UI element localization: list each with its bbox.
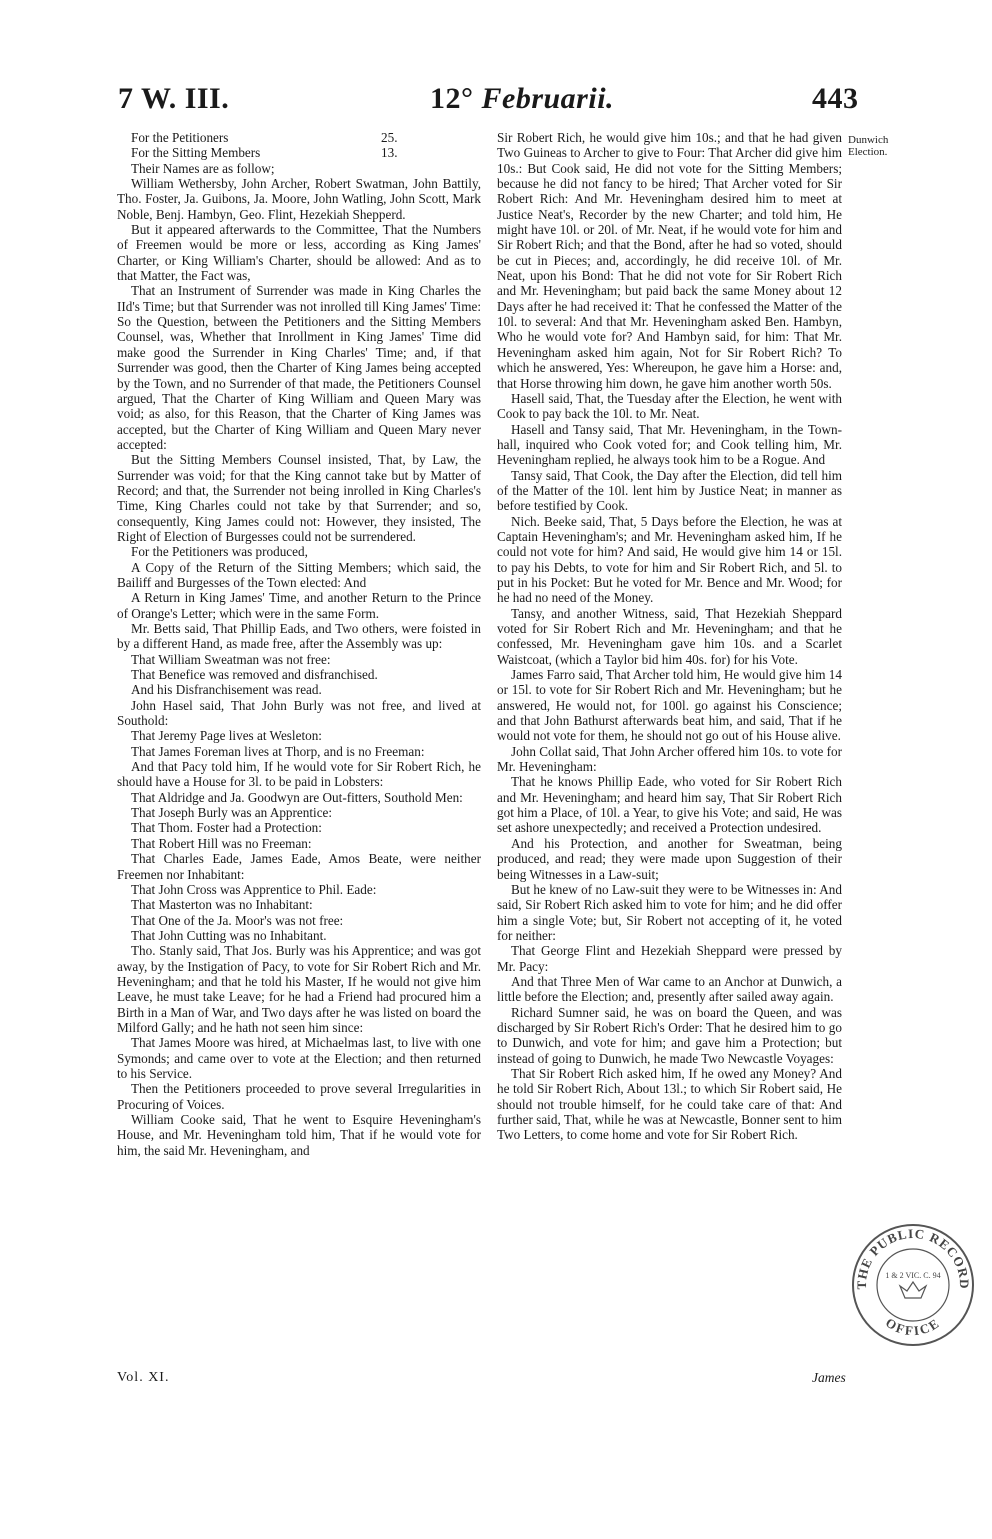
vote-count: 13. [381,145,398,161]
date-month: Februarii. [481,82,615,115]
date-day: 12° [430,82,482,115]
paragraph: For the Petitioners was produced, [131,544,308,560]
vote-count: 25. [381,130,398,145]
svg-text:THE PUBLIC RECORD [854,1226,972,1290]
stamp-seal-icon [848,1220,978,1350]
right-paragraphs [497,130,842,1143]
crown-icon [900,1282,926,1298]
paragraph: Their Names are as follow; [131,160,275,176]
paragraph: John Hasel said, That John Burly was not free, and lived at Southold: [117,697,481,729]
paragraph: A Return in King James' Time, and another Return to the Prince of Orange's Letter; which were in the same Form. [117,590,481,621]
left-column [117,130,481,1158]
vote-tally [131,130,481,161]
paragraph: But he knew of no Law-suit they were to be Witnesses in: And said, Sir Robert Rich asked him to vote for him; and he did offer him a single Vote; but, Sir Robert not accepting of it, he voted for neither: [497,881,842,943]
paragraph: That Robert Hill was no Freeman: [131,835,312,851]
paragraph: Mr. Betts said, That Phillip Eads, and Two others, were foisted in by a different Hand, as made free, after the Assembly was up: [117,621,481,652]
paragraph: That Charles Eade, James Eade, Amos Beate, were neither Freemen nor Inhabitant: [117,851,481,882]
right-column [497,130,842,1143]
svg-text:OFFICE [883,1315,943,1338]
vote-row [131,130,481,145]
paragraph: That Sir Robert Rich asked him, If he owed any Money? And he told Sir Robert Rich, About 13l.; to which Sir Robert said, He should not trouble himself, for he could take care of that: And further said, That, while he was at Newcastle, Bonner sent to him Two Letters, to come home and vote for Sir Robert Rich. [497,1065,842,1143]
paragraph: That James Moore was hired, at Michaelmas last, to live with one Symonds; and came over to vote at the Election; and then returned to his Service. [117,1035,481,1081]
paragraph: William Cooke said, That he went to Esquire Heveningham's House, and Mr. Heveningham told him, That if he would vote for him, the said Mr. Heveningham, and [117,1112,481,1158]
paragraph: That Jeremy Page lives at Wesleton: [131,728,322,744]
left-paragraphs [117,161,481,1158]
paragraph: William Wethersby, John Archer, Robert Swatman, John Battily, Tho. Foster, Ja. Guibons, Ja. Moore, John Watling, John Scott, Mark Noble, Benj. Hambyn, Geo. Flint, Hezekiah Shepperd. [117,176,481,222]
paragraph: And that Three Men of War came to an Anchor at Dunwich, a little before the Election; and, presently after sailed away again. [497,973,842,1005]
stamp-bottom-text: OFFICE [883,1314,943,1339]
paragraph: That Masterton was no Inhabitant: [131,897,313,913]
record-office-stamp [848,1220,978,1350]
paragraph: That George Flint and Hezekiah Sheppard were pressed by Mr. Pacy: [497,943,842,974]
paragraph: Hasell said, That, the Tuesday after the Election, he went with Cook to pay back the 10l. to Mr. Neat. [497,390,842,422]
paragraph: That Thom. Foster had a Protection: [131,820,322,836]
paragraph: Tho. Stanly said, That Jos. Burly was his Apprentice; and was got away, by the Instigation of Pacy, to vote for Sir Robert Rich and Mr. Heveningham; and that he told his Master, If he would not give him Leave, he must take Leave; for he had a Friend had procured him a Birth in a Man of War, and Two days after he was listed on board the Milford Gally; and he hath not seen him since: [117,943,481,1035]
paragraph: That William Sweatman was not free: [131,651,331,667]
paragraph: But it appeared afterwards to the Committee, That the Numbers of Freemen would be more or less, according as King James' Charter, or King William's Charter, should be allowed: And as to that Matter, the Fact was, [117,222,481,284]
paragraph: Richard Sumner said, he was on board the Queen, and was discharged by Sir Robert Rich's Order: That he desired him to go to Dunwich, and vote for him; and gave him a Protection; but instead of going to Dunwich, he made Two Newcastle Voyages: [497,1004,842,1066]
paragraph: Nich. Beeke said, That, 5 Days before the Election, he was at Captain Heveningham's; and Mr. Heveningham asked him, If he could not vote for him? And said, He would give him 14 or 15l. to pay his Debts, to vote for him and Sir Robert Rich, and 5l. to put in his Pocket: But he voted for Mr. Bence and Mr. Wood; for he had no need of the Money. [497,513,842,606]
paragraph: And that Pacy told him, If he would vote for Sir Robert Rich, he should have a House for 3l. to be paid in Lobsters: [117,759,481,790]
paragraph: And his Protection, and another for Sweatman, being produced, and read; they were made upon Suggestion of their being Witnesses in a Law-suit; [497,835,842,882]
catchword: James [812,1370,846,1385]
paragraph: A Copy of the Return of the Sitting Members; which said, the Bailiff and Burgesses of the Town elected: And [117,559,481,590]
paragraph: That James Foreman lives at Thorp, and is no Freeman: [131,743,425,759]
paragraph: Then the Petitioners proceeded to prove several Irregularities in Procuring of Voices. [117,1081,481,1112]
paragraph: Tansy, and another Witness, said, That Hezekiah Sheppard voted for Sir Robert Rich and Mr. Heveningham; and that he confessed, Mr. Heveningham gave him 10s. and a Scarlet Waistcoat, (which a Taylor bid him 40s. for) for his Vote. [497,605,842,667]
vote-label: For the Sitting Members [131,145,261,161]
vote-row [131,145,481,160]
paragraph: Tansy said, That Cook, the Day after the Election, did tell him of the Matter of the 10l. lent him by Justice Neat; in manner as before testified by Cook. [497,467,842,514]
running-header [0,82,992,132]
volume-label: Vol. XI. [117,1370,170,1385]
vote-label: For the Petitioners [131,130,229,145]
page-number: 443 [812,82,859,115]
paragraph: That Benefice was removed and disfranchised. [131,667,378,683]
paragraph: James Farro said, That Archer told him, He would give him 14 or 15l. to vote for Sir Robert Rich and Mr. Heveningham; but he answered, He would not, for 100l. go against his Conscience; and that John Bathurst afterwards beat him, and said, That if he would not vote for them, he should not go out of his House alive. [497,667,842,744]
paragraph: But the Sitting Members Counsel insisted, That, by Law, the Surrender was void; for that the King cannot take but by Matter of Record; and that, the Surrender not being inrolled in King Charles's Time, King Charles could not take by that Surrender; and so, consequently, King James could not: However, they insisted, The Right of Election of Burgesses could not be surrendered. [117,452,481,544]
paragraph: That Aldridge and Ja. Goodwyn are Out-fitters, Southold Men: [131,789,463,805]
paragraph: That an Instrument of Surrender was made in King Charles the IId's Time; but that Surrender was not inrolled till King James' Time: So the Question, between the Petitioners and the Sitting Members Counsel, was, Whether that Inrollment in King James' Time did make good the Surrender in King Charles' Time; and, if that Surrender was good, then the Charter of King James being accepted by the Town, and no Surrender of that made, the Petitioners Counsel argued, That the Charter of King William and Queen Mary was void; as also, for this Reason, that the Charter of King James was accepted, but the Charter of King William and Queen Mary never accepted: [117,283,481,452]
paragraph: Sir Robert Rich, he would give him 10s.; and that he had given Two Guineas to Archer to give to Four: That Archer did give him 10s.: But Cook said, He did not vote for the Sitting Members; because he did not fancy to be hired; That Archer voted for Sir Robert Rich: And Mr. Heveningham desired him to meet at Justice Neat's, Recorder by the new Charter; and told him, He might have 10l. or 20l. of Mr. Neat, if he would vote for him and Sir Robert Rich; and that the Bond, after he had so voted, should be cut in Pieces; and, accordingly, he did receive 10l. of Mr. Neat, upon his Bond: That he did not vote for Sir Robert Rich and Mr. Heveningham; but paid back the same Money about 12 Days after he had received it: That he confessed the Matter of the 10l. to several: And that Mr. Heveningham asked Ben. Hambyn, Who he would vote for? And Hambyn said, for him: That Mr. Heveningham asked him again, Not for Sir Robert Rich? To which he answered, Yes: Whereupon, he gave him a Horse: and, that Horse throwing him down, he gave him another worth 50s. [497,130,842,391]
margin-note: Dunwich Election. [848,134,889,158]
paragraph: That Joseph Burly was an Apprentice: [131,805,333,821]
stamp-top-text: THE PUBLIC RECORD [853,1225,973,1290]
regnal-year: 7 W. III. [118,82,230,115]
date-heading [430,82,614,116]
paragraph: And his Disfranchisement was read. [131,682,322,698]
paragraph: That John Cutting was no Inhabitant. [131,927,327,943]
paragraph: Hasell and Tansy said, That Mr. Heveningham, in the Town-hall, inquired who Cook voted for; and Cook telling him, Mr. Heveningham replied, he always took him to be a Rogue. And [497,421,842,468]
paragraph: That he knows Phillip Eade, who voted for Sir Robert Rich and Mr. Heveningham; and heard him say, That Sir Robert Rich got him a Place, of 10l. a Year, to give his Vote; and said, He was set ashore unexpectedly; and received a Protection undesired. [497,774,842,836]
stamp-center-text: 1 & 2 VIC. C. 94 [885,1271,941,1280]
paragraph: That John Cross was Apprentice to Phil. Eade: [131,881,377,897]
paragraph: That One of the Ja. Moor's was not free: [131,912,344,928]
paragraph: John Collat said, That John Archer offered him 10s. to vote for Mr. Heveningham: [497,743,842,775]
